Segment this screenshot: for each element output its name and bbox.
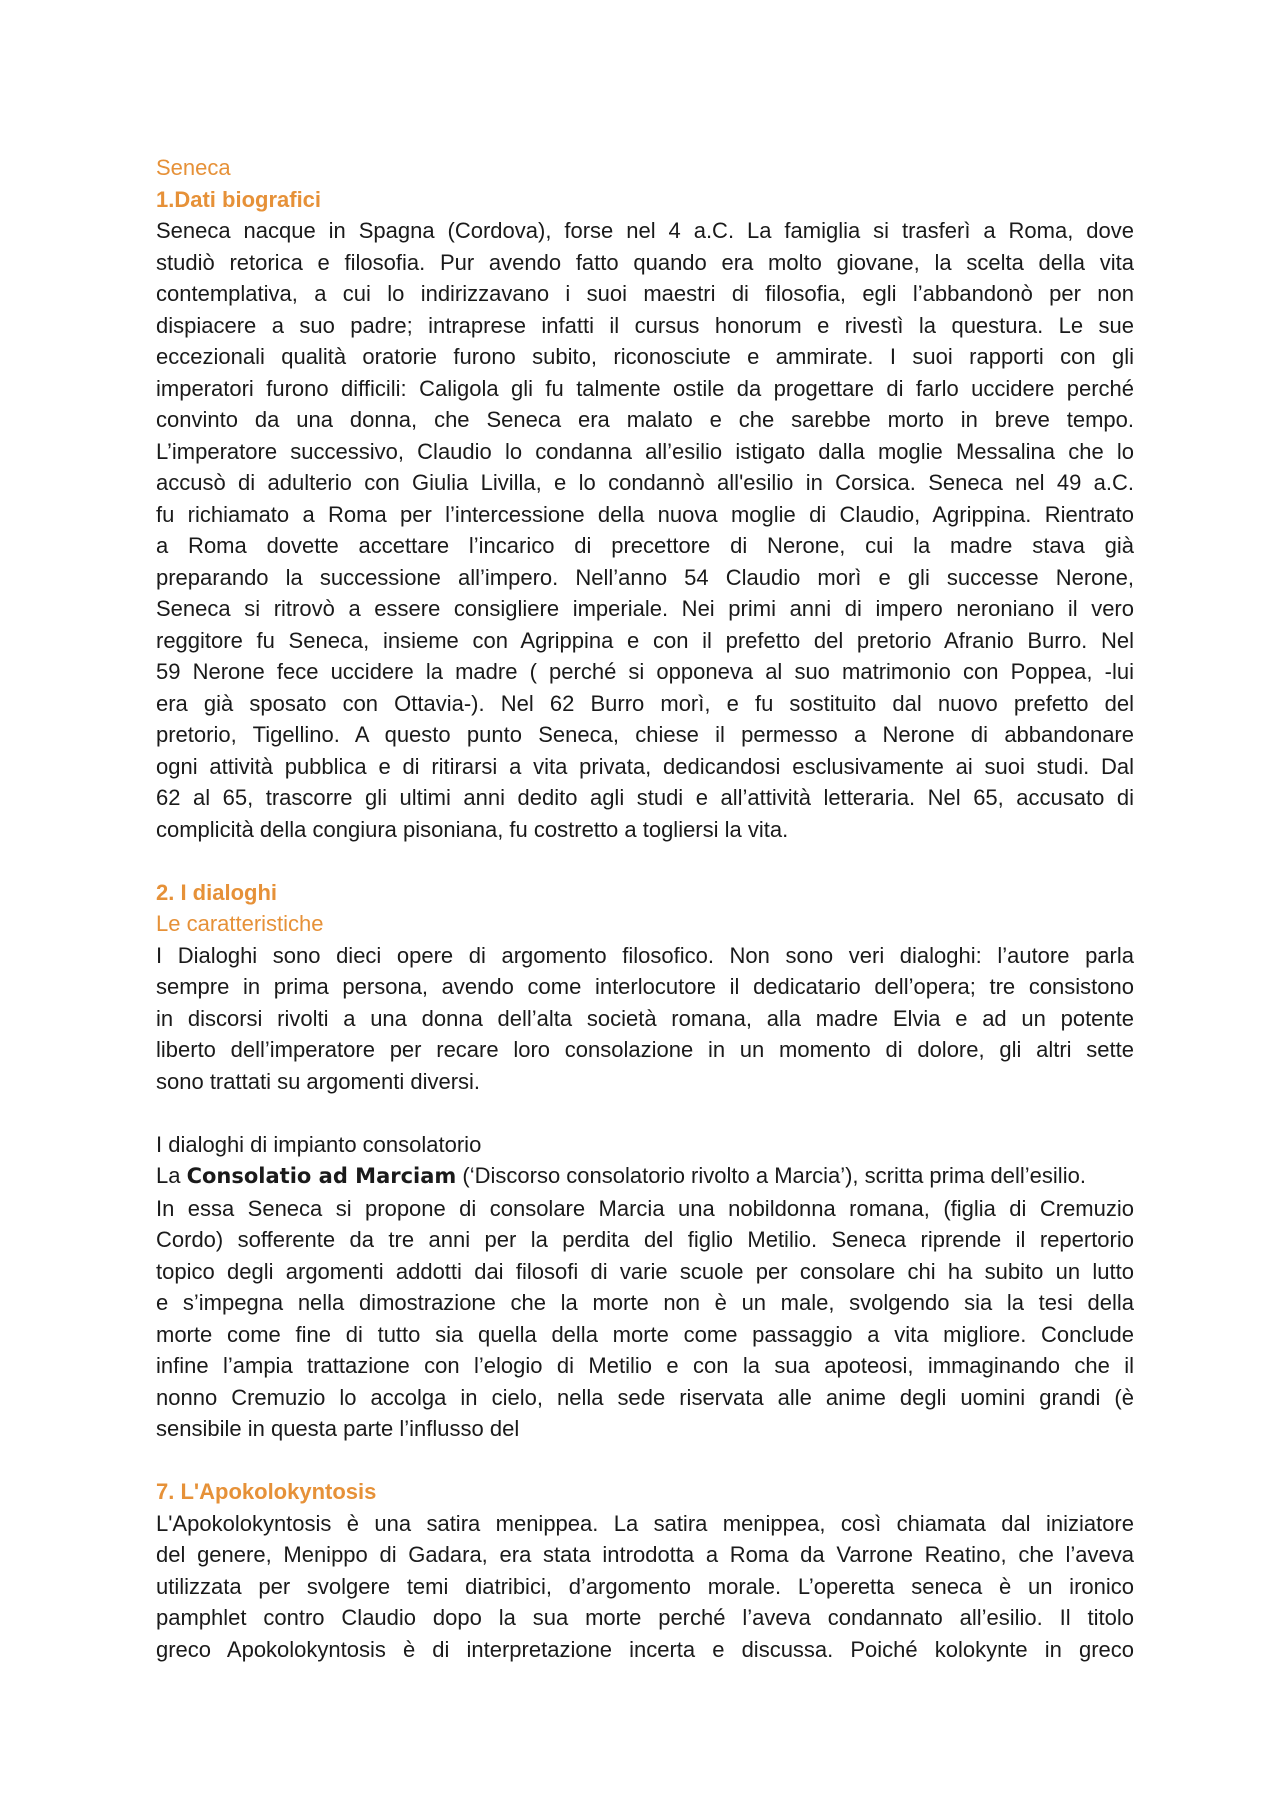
work-title-bold: Consolatio ad Marciam	[186, 1164, 457, 1188]
text-line: sempre in prima persona, avendo come interlocutore il dedicatario dell’opera; tre consistono	[156, 974, 1134, 999]
paragraph-apokolokyntosis	[156, 1508, 1134, 1666]
text-line: studiò retorica e filosofia. Pur avendo fatto quando era molto giovane, la scelta della vita	[156, 249, 1134, 275]
paragraph-dialogues	[156, 940, 1134, 1098]
text-line: contemplativa, a cui lo indirizzavano i suoi maestri di filosofia, egli l’abbandonò per non	[156, 281, 1134, 306]
text-line: eccezionali qualità oratorie furono subito, riconosciute e ammirate. I suoi rapporti con gli	[156, 344, 1134, 369]
text-line: topico degli argomenti addotti dai filosofi di varie scuole per consolare chi ha subito un lutto	[156, 1258, 1134, 1284]
text-line: preparando la successione all’impero. Nell’anno 54 Claudio morì e gli successe Nerone,	[156, 564, 1134, 590]
section-heading-dialogues: 2. I dialoghi	[156, 879, 278, 905]
paragraph-consolatory	[156, 1160, 1134, 1445]
text-line: Cordo) sofferente da tre anni per la perdita del figlio Metilio. Seneca riprende il repertorio	[156, 1227, 1134, 1252]
text-line: del genere, Menippo di Gadara, era stata introdotta a Roma da Varrone Reatino, che l’aveva	[156, 1542, 1134, 1567]
section-heading-apokolokyntosis: 7. L'Apokolokyntosis	[156, 1479, 377, 1504]
text-line-first	[156, 1160, 1134, 1193]
text-line-last: sensibile in questa parte l’influsso del	[156, 1416, 520, 1441]
text-line: 62 al 65, trascorre gli ultimi anni dedito agli studi e all’attività letteraria. Nel 65, accusato di	[156, 785, 1134, 810]
text-line: in discorsi rivolti a una donna dell’alta società romana, alla madre Elvia e ad un potente	[156, 1005, 1134, 1031]
text-line: era già sposato con Ottavia-). Nel 62 Burro morì, e fu sostituito dal nuovo prefetto del	[156, 690, 1134, 716]
document-page	[156, 152, 1134, 1665]
text-line: ogni attività pubblica e di ritirarsi a vita privata, dedicandosi esclusivamente ai suoi studi. Dal	[156, 753, 1134, 779]
text-line: reggitore fu Seneca, insieme con Agrippina e con il prefetto del pretorio Afranio Burro. Nel	[156, 627, 1134, 653]
text-line-last: complicità della congiura pisoniana, fu costretto a togliersi la vita.	[156, 816, 789, 842]
text-line: I Dialoghi sono dieci opere di argomento filosofico. Non sono veri dialoghi: l’autore parla	[156, 942, 1134, 968]
subheading-consolatory: I dialoghi di impianto consolatorio	[156, 1131, 482, 1157]
text-line: fu richiamato a Roma per l’intercessione della nuova moglie di Claudio, Agrippina. Rientrato	[156, 501, 1134, 527]
subheading-characteristics: Le caratteristiche	[156, 911, 324, 936]
text-line: Seneca nacque in Spagna (Cordova), forse nel 4 a.C. La famiglia si trasferì a Roma, dove	[156, 218, 1134, 243]
text-line: nonno Cremuzio lo accolga in cielo, nella sede riservata alle anime degli uomini grandi (è	[156, 1384, 1134, 1410]
text-line-last: sono trattati su argomenti diversi.	[156, 1068, 481, 1094]
text-line: dispiacere a suo padre; intraprese infatti il cursus honorum e rivestì la questura. Le sue	[156, 312, 1134, 338]
text-line: L'Apokolokyntosis è una satira menippea. La satira menippea, così chiamata dal iniziatore	[156, 1510, 1134, 1536]
text-line: liberto dell’imperatore per recare loro consolazione in un momento di dolore, gli altri sette	[156, 1037, 1134, 1062]
text-line: accusò di adulterio con Giulia Livilla, e lo condannò all'esilio in Corsica. Seneca nel 49 a.C.	[156, 470, 1134, 495]
text-line: morte come fine di tutto sia quella della morte come passaggio a vita migliore. Conclude	[156, 1321, 1134, 1347]
text-line: greco Apokolokyntosis è di interpretazione incerta e discussa. Poiché kolokynte in greco	[156, 1636, 1134, 1662]
section-heading-biography: 1.Dati biografici	[156, 186, 322, 212]
text-prefix: La	[156, 1163, 187, 1188]
text-rest: (‘Discorso consolatorio rivolto a Marcia’), scritta prima dell’esilio.	[456, 1163, 1086, 1188]
text-line: utilizzata per svolgere temi diatribici, d’argomento morale. L’operetta seneca è un ironico	[156, 1573, 1134, 1599]
paragraph-biography	[156, 215, 1134, 845]
text-line: 59 Nerone fece uccidere la madre ( perché si opponeva al suo matrimonio con Poppea, -lui	[156, 659, 1134, 684]
text-line: imperatori furono difficili: Caligola gli fu talmente ostile da progettare di farlo uccidere perché	[156, 375, 1134, 401]
text-line: L’imperatore successivo, Claudio lo condanna all’esilio istigato dalla moglie Messalina che lo	[156, 438, 1134, 464]
text-line: convinto da una donna, che Seneca era malato e che sarebbe morto in breve tempo.	[156, 407, 1134, 432]
text-line: pretorio, Tigellino. A questo punto Seneca, chiese il permesso a Nerone di abbandonare	[156, 722, 1134, 747]
text-line: pamphlet contro Claudio dopo la sua morte perché l’aveva condannato all’esilio. Il titolo	[156, 1605, 1134, 1630]
text-line: infine l’ampia trattazione con l’elogio di Metilio e con la sua apoteosi, immaginando che il	[156, 1353, 1134, 1378]
text-line: e s’impegna nella dimostrazione che la morte non è un male, svolgendo sia la tesi della	[156, 1290, 1134, 1315]
text-line: a Roma dovette accettare l’incarico di precettore di Nerone, cui la madre stava già	[156, 533, 1134, 558]
text-line: Seneca si ritrovò a essere consigliere imperiale. Nei primi anni di impero neroniano il vero	[156, 596, 1134, 621]
document-title: Seneca	[156, 155, 231, 180]
text-line: In essa Seneca si propone di consolare Marcia una nobildonna romana, (figlia di Cremuzio	[156, 1195, 1134, 1221]
